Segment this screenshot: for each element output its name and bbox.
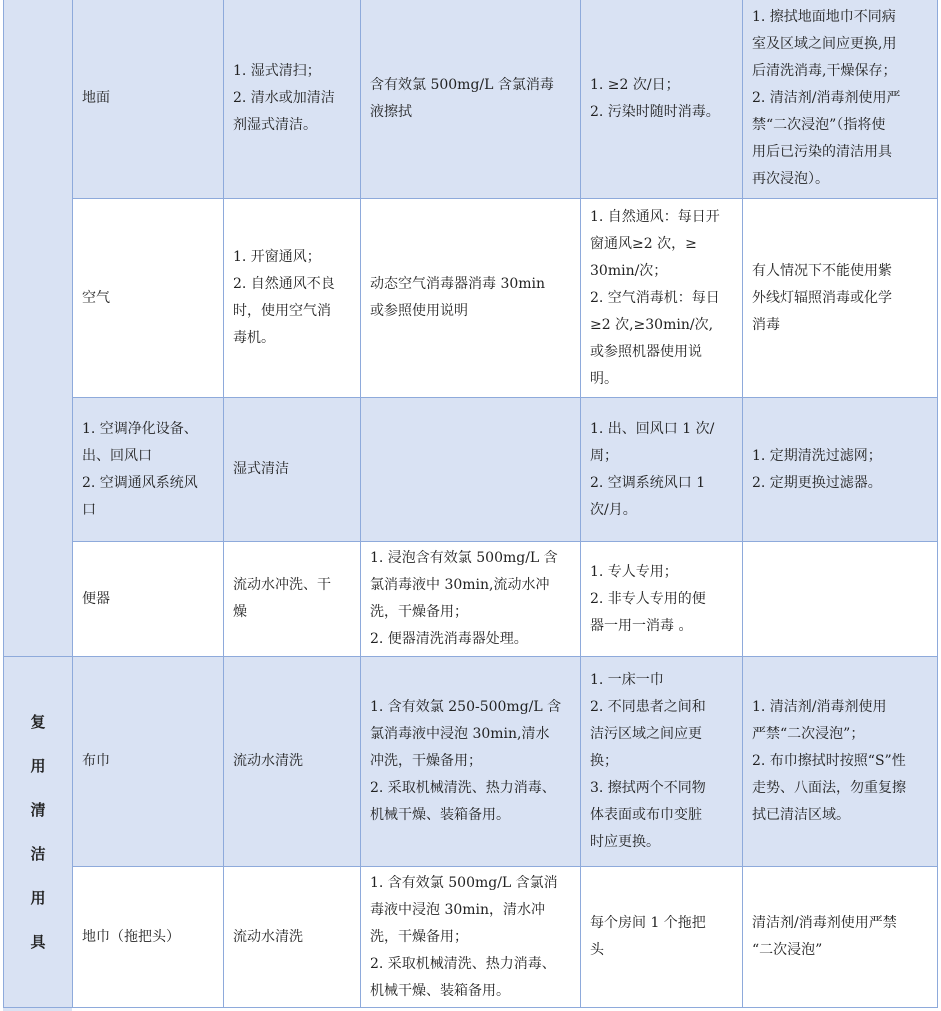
item-cell: 1. 空调净化设备、 出、回风口 2. 空调通风系统风 口 bbox=[73, 398, 224, 542]
disinfection-cell: 1. 含有效氯 500mg/L 含氯消 毒液中浸泡 30min，清水冲 洗，干燥备用； 2. 采取机械清洗、热力消毒、 机械干燥、装箱备用。 bbox=[361, 867, 581, 1008]
notes-cell: 清洁剂/消毒剂使用严禁 “二次浸泡” bbox=[743, 867, 938, 1008]
table-row bbox=[4, 867, 938, 1008]
notes-cell bbox=[743, 542, 938, 657]
frequency-cell: 1. 专人专用； 2. 非专人专用的便 器一用一消毒 。 bbox=[581, 542, 743, 657]
method-cell: 1. 开窗通风； 2. 自然通风不良 时，使用空气消 毒机。 bbox=[224, 199, 361, 398]
disinfection-cell: 1. 浸泡含有效氯 500mg/L 含 氯消毒液中 30min,流动水冲 洗，干燥备用； 2. 便器清洗消毒器处理。 bbox=[361, 542, 581, 657]
item-cell: 地面 bbox=[73, 0, 224, 199]
table-row bbox=[4, 0, 938, 199]
item-cell: 布巾 bbox=[73, 657, 224, 867]
disinfection-cell: 含有效氯 500mg/L 含氯消毒 液擦拭 bbox=[361, 0, 581, 199]
frequency-cell: 1. ≥2 次/日； 2. 污染时随时消毒。 bbox=[581, 0, 743, 199]
disinfection-cell: 1. 含有效氯 250-500mg/L 含 氯消毒液中浸泡 30min,清水 冲洗，干燥备用； 2. 采取机械清洗、热力消毒、 机械干燥、装箱备用。 bbox=[361, 657, 581, 867]
disinfection-cell: 动态空气消毒器消毒 30min 或参照使用说明 bbox=[361, 199, 581, 398]
frequency-cell: 1. 自然通风：每日开 窗通风≥2 次，≥ 30min/次； 2. 空气消毒机：每日 ≥2 次,≥30min/次, 或参照机器使用说 明。 bbox=[581, 199, 743, 398]
method-cell: 湿式清洁 bbox=[224, 398, 361, 542]
frequency-cell: 1. 出、回风口 1 次/ 周； 2. 空调系统风口 1 次/月。 bbox=[581, 398, 743, 542]
item-cell: 便器 bbox=[73, 542, 224, 657]
notes-cell: 1. 擦拭地面地巾不同病 室及区域之间应更换,用 后清洗消毒,干燥保存； 2. 清洁剂/消毒剂使用严 禁“二次浸泡”（指将使 用后已污染的清洁用具 再次浸泡）。 bbox=[743, 0, 938, 199]
table-row bbox=[4, 398, 938, 542]
table-row bbox=[4, 199, 938, 398]
method-cell: 流动水冲洗、干 燥 bbox=[224, 542, 361, 657]
item-cell: 地巾（拖把头） bbox=[73, 867, 224, 1008]
notes-cell: 1. 定期清洗过滤网； 2. 定期更换过滤器。 bbox=[743, 398, 938, 542]
disinfection-cell bbox=[361, 398, 581, 542]
frequency-cell: 每个房间 1 个拖把 头 bbox=[581, 867, 743, 1008]
item-cell: 空气 bbox=[73, 199, 224, 398]
method-cell: 流动水清洗 bbox=[224, 867, 361, 1008]
method-cell: 1. 湿式清扫； 2. 清水或加清洁 剂湿式清洁。 bbox=[224, 0, 361, 199]
table-row bbox=[4, 542, 938, 657]
cleaning-disinfection-table bbox=[3, 0, 938, 1008]
frequency-cell: 1. 一床一巾 2. 不同患者之间和 洁污区域之间应更 换； 3. 擦拭两个不同物 体表面或布巾变脏 时应更换。 bbox=[581, 657, 743, 867]
notes-cell: 1. 清洁剂/消毒剂使用 严禁“二次浸泡”； 2. 布巾擦拭时按照“S”性 走势、八面法，勿重复擦 拭已清洁区域。 bbox=[743, 657, 938, 867]
method-cell: 流动水清洗 bbox=[224, 657, 361, 867]
category-cell bbox=[4, 0, 73, 657]
category-cell: 复 用 清 洁 用 具 bbox=[4, 657, 73, 1008]
table-row bbox=[4, 657, 938, 867]
notes-cell: 有人情况下不能使用紫 外线灯辐照消毒或化学 消毒 bbox=[743, 199, 938, 398]
